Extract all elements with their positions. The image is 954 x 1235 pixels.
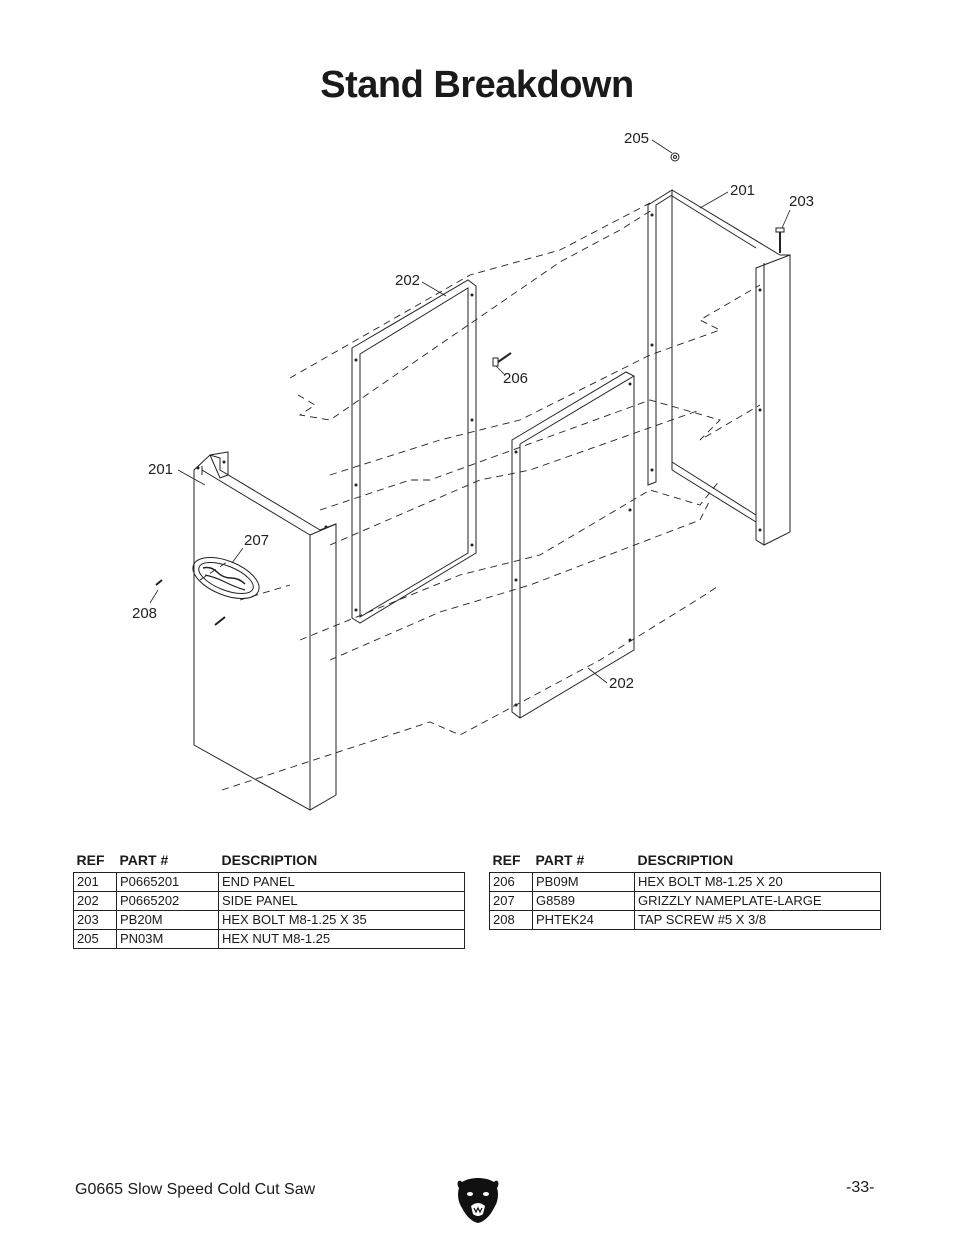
footer-model-name: G0665 Slow Speed Cold Cut Saw (75, 1181, 316, 1198)
cell-part: PB20M (117, 911, 219, 930)
table-row (490, 873, 881, 892)
table-row (74, 892, 465, 911)
cell-ref: 206 (490, 873, 533, 892)
end-panel-left (194, 452, 336, 810)
table-row (74, 873, 465, 892)
cell-description: END PANEL (219, 873, 465, 892)
header-ref: REF (76, 852, 105, 868)
callout-201-left: 201 (148, 461, 174, 478)
table-row (490, 892, 881, 911)
cell-part: P0665201 (117, 873, 219, 892)
table-header (74, 851, 465, 873)
cell-ref: 207 (490, 892, 533, 911)
header-description: DESCRIPTION (637, 852, 734, 868)
cell-part: P0665202 (117, 892, 219, 911)
bear-head-icon (456, 1176, 500, 1224)
hex-nut-205 (671, 153, 679, 161)
table-header (490, 851, 881, 873)
callout-203: 203 (789, 193, 815, 210)
page-number: -33- (846, 1179, 875, 1196)
callout-202-front: 202 (609, 675, 635, 692)
cell-part: PN03M (117, 930, 219, 949)
header-part: PART # (119, 852, 169, 868)
parts-table-right (489, 851, 881, 930)
assembly-guide-lines (200, 203, 760, 790)
hex-bolt-203 (776, 228, 784, 253)
cell-ref: 205 (74, 930, 117, 949)
cell-description: GRIZZLY NAMEPLATE-LARGE (635, 892, 881, 911)
hex-bolt-206 (493, 353, 511, 366)
side-panel-back (352, 280, 476, 623)
header-ref: REF (492, 852, 521, 868)
table-row (490, 911, 881, 930)
mounting-holes (197, 214, 762, 707)
cell-ref: 201 (74, 873, 117, 892)
header-description: DESCRIPTION (221, 852, 318, 868)
callout-208: 208 (132, 605, 158, 622)
cell-part: PHTEK24 (533, 911, 635, 930)
cell-part: PB09M (533, 873, 635, 892)
cell-ref: 203 (74, 911, 117, 930)
cell-part: G8589 (533, 892, 635, 911)
page-title: Stand Breakdown (320, 64, 634, 106)
cell-description: SIDE PANEL (219, 892, 465, 911)
callout-207: 207 (244, 532, 270, 549)
header-part: PART # (535, 852, 585, 868)
grizzly-nameplate (187, 549, 265, 607)
table-row (74, 930, 465, 949)
callout-205: 205 (624, 130, 650, 147)
cell-description: HEX NUT M8-1.25 (219, 930, 465, 949)
cell-description: TAP SCREW #5 X 3/8 (635, 911, 881, 930)
side-panel-front (512, 372, 634, 718)
callout-202-back: 202 (395, 272, 421, 289)
tap-screw-208 (156, 580, 225, 625)
cell-description: HEX BOLT M8-1.25 X 20 (635, 873, 881, 892)
end-panel-right (648, 190, 790, 545)
cell-ref: 202 (74, 892, 117, 911)
cell-ref: 208 (490, 911, 533, 930)
callout-206: 206 (503, 370, 529, 387)
parts-table-left (73, 851, 465, 949)
cell-description: HEX BOLT M8-1.25 X 35 (219, 911, 465, 930)
table-row (74, 911, 465, 930)
callout-201-right: 201 (730, 182, 756, 199)
